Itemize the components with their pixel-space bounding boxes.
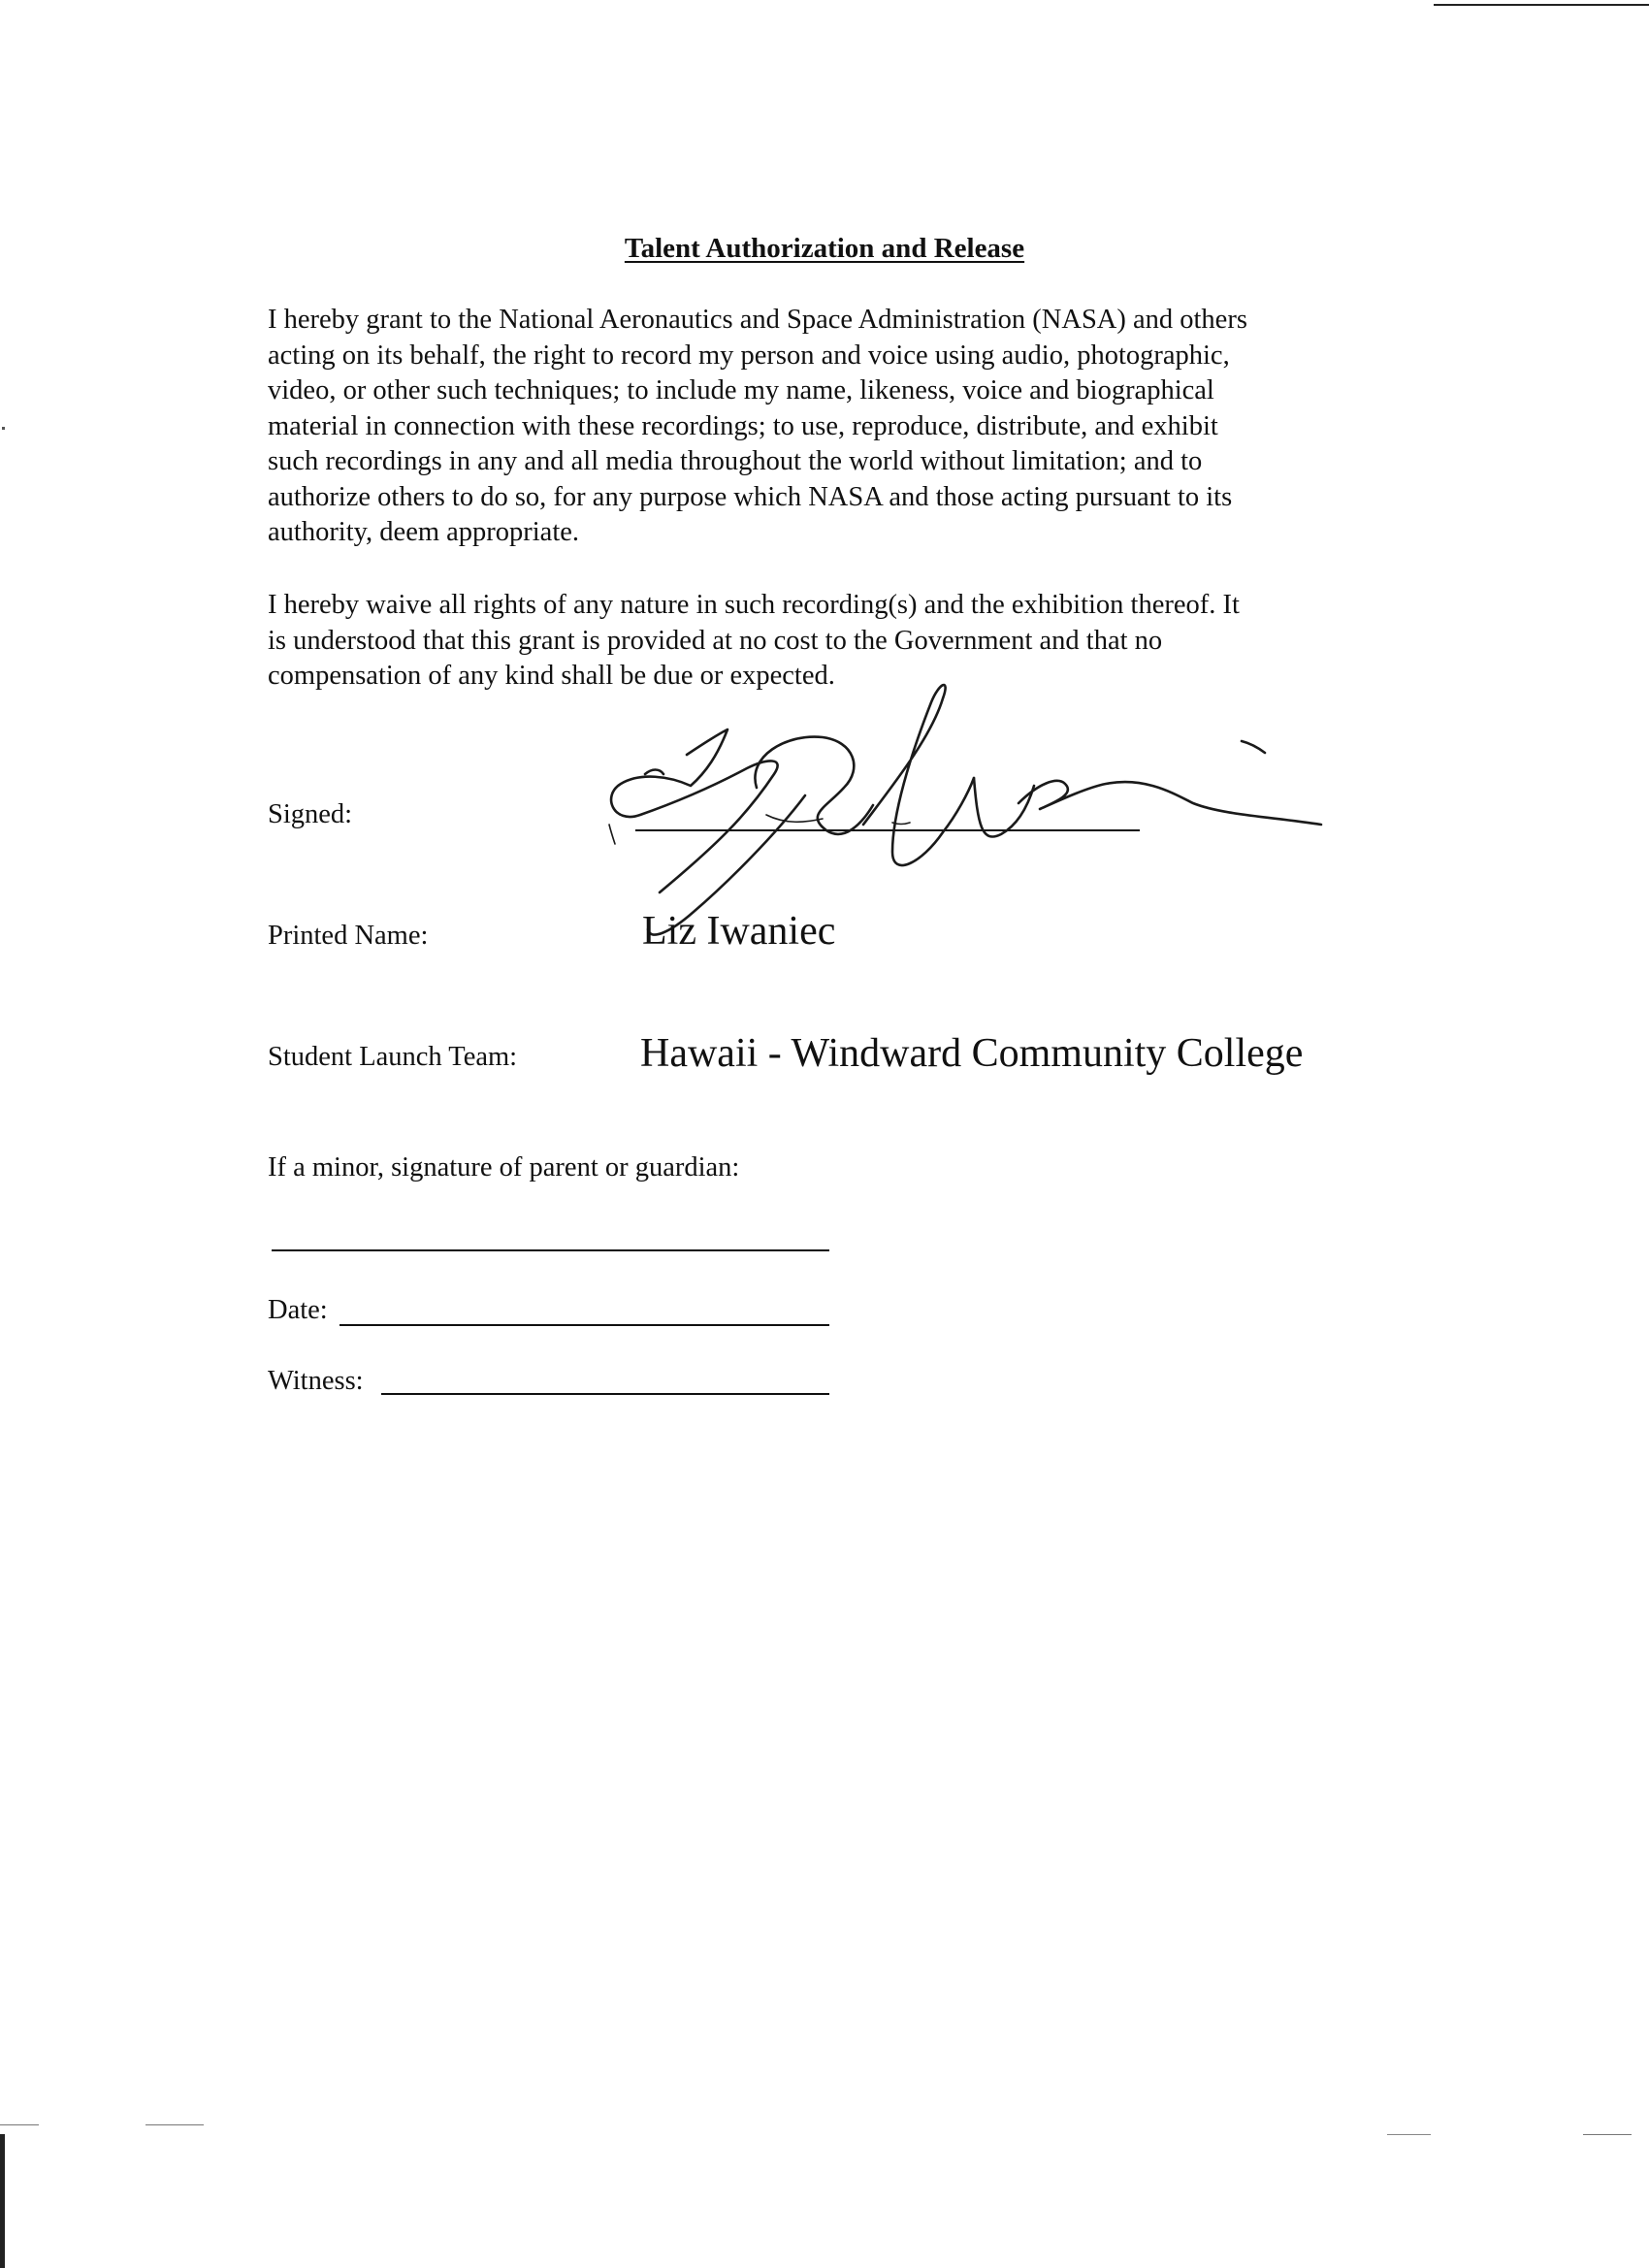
scan-edge-mark — [0, 2134, 5, 2268]
grant-line: authorize others to do so, for any purpose which NASA and those acting pursuant to its — [268, 481, 1233, 512]
team-value: Hawaii - Windward Community College — [640, 1031, 1304, 1076]
grant-line: I hereby grant to the National Aeronautics and Space Administration (NASA) and others — [268, 305, 1247, 335]
printed-name-label: Printed Name: — [268, 921, 429, 951]
scan-edge-mark — [0, 2124, 39, 2125]
waiver-line: I hereby waive all rights of any nature in such recording(s) and the exhibition thereof. It — [268, 590, 1240, 620]
waiver-line: is understood that this grant is provided at no cost to the Government and that no — [268, 625, 1163, 656]
scan-edge-mark — [2, 427, 5, 430]
guardian-signature-line — [272, 1249, 829, 1251]
team-label: Student Launch Team: — [268, 1042, 518, 1072]
grant-line: such recordings in any and all media throughout the world without limitation; and to — [268, 446, 1203, 476]
printed-name-value: Liz Iwaniec — [642, 909, 836, 954]
witness-label: Witness: — [268, 1366, 364, 1396]
grant-line: acting on its behalf, the right to record my person and voice using audio, photographic, — [268, 340, 1230, 371]
scan-edge-mark — [146, 2124, 204, 2125]
date-line — [340, 1324, 829, 1326]
date-label: Date: — [268, 1295, 328, 1325]
witness-line — [381, 1393, 829, 1395]
guardian-label: If a minor, signature of parent or guardian: — [268, 1152, 740, 1183]
waiver-line: compensation of any kind shall be due or expected. — [268, 661, 835, 691]
grant-line: video, or other such techniques; to include my name, likeness, voice and biographical — [268, 375, 1214, 405]
grant-line: authority, deem appropriate. — [268, 517, 580, 547]
document-title: Talent Authorization and Release — [624, 233, 1025, 264]
signed-label: Signed: — [268, 799, 353, 829]
scan-edge-mark — [1387, 2134, 1431, 2135]
grant-paragraph — [268, 303, 1383, 551]
grant-line: material in connection with these recordings; to use, reproduce, distribute, and exhibit — [268, 410, 1218, 441]
scan-edge-mark — [1583, 2134, 1632, 2135]
scan-edge-mark — [1434, 4, 1649, 6]
